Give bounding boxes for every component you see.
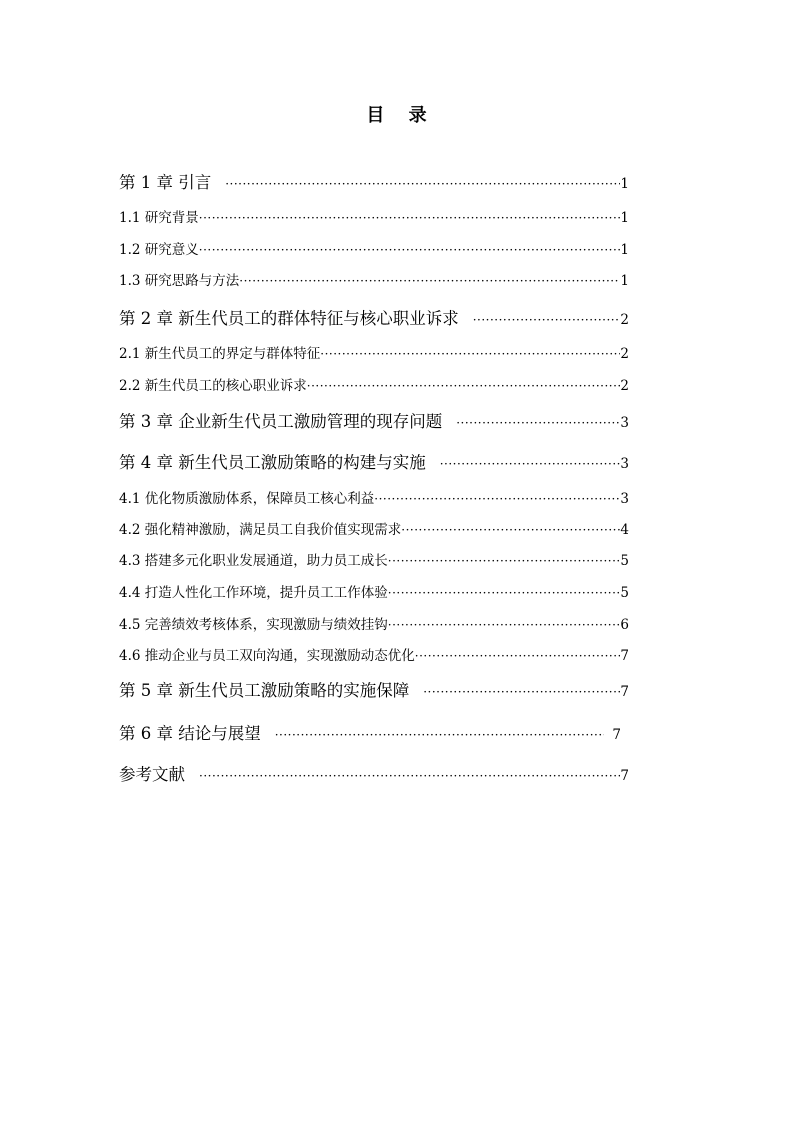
toc-entry-section-1-3[interactable] (119, 272, 629, 290)
dot-leader (388, 584, 620, 602)
toc-entry-page: 5 (620, 553, 629, 569)
toc-entry-label: 第 4 章 新生代员工激励策略的构建与实施 (119, 453, 426, 472)
dot-leader (199, 209, 620, 227)
toc-entry-section-4-6[interactable] (119, 647, 629, 665)
toc-entry-label: 1.3 研究思路与方法 (119, 273, 240, 289)
toc-entry-label: 第 6 章 结论与展望 (119, 724, 261, 743)
toc-entry-page: 7 (620, 684, 629, 700)
dot-leader (401, 521, 620, 539)
toc-entry-page: 1 (620, 210, 629, 226)
dot-leader (320, 345, 620, 363)
toc-entry-page: 6 (620, 617, 629, 633)
toc-entry-label: 1.2 研究意义 (119, 242, 199, 258)
toc-entry-chapter-4[interactable] (119, 452, 629, 475)
toc-entry-section-4-4[interactable] (119, 584, 629, 602)
toc-entry-section-4-1[interactable] (119, 490, 629, 508)
toc-title: 目 录 (366, 105, 427, 126)
toc-entry-chapter-2[interactable] (119, 308, 629, 331)
toc-entry-page: 2 (620, 312, 629, 328)
toc-entry-section-4-5[interactable] (119, 616, 629, 634)
dot-leader (374, 490, 620, 508)
toc-entry-section-2-2[interactable] (119, 377, 629, 395)
toc-entry-page: 1 (620, 176, 629, 192)
toc-entry-label: 4.4 打造人性化工作环境，提升员工工作体验 (119, 585, 388, 601)
toc-entry-section-4-2[interactable] (119, 521, 629, 539)
toc-entry-label: 4.3 搭建多元化职业发展通道，助力员工成长 (119, 553, 388, 569)
dot-leader (388, 552, 620, 570)
dot-leader (388, 616, 620, 634)
dot-leader (225, 173, 620, 195)
dot-leader (239, 272, 620, 290)
toc-entry-page: 2 (620, 346, 629, 362)
dot-leader (456, 412, 620, 434)
dot-leader (440, 453, 620, 475)
toc-entry-label: 第 1 章 引言 (119, 173, 212, 192)
toc-entry-page: 3 (620, 456, 629, 472)
toc-entry-label: 4.6 推动企业与员工双向沟通，实现激励动态优化 (119, 648, 415, 664)
toc-entry-label: 2.2 新生代员工的核心职业诉求 (119, 378, 307, 394)
dot-leader (199, 765, 620, 787)
toc-entry-page: 3 (620, 491, 629, 507)
dot-leader (275, 724, 604, 746)
toc-entry-label: 第 5 章 新生代员工激励策略的实施保障 (119, 681, 410, 700)
dot-leader (415, 647, 620, 665)
dot-leader (473, 309, 620, 331)
toc-entry-references[interactable] (119, 764, 629, 787)
dot-leader (199, 241, 620, 259)
toc-entry-section-2-1[interactable] (119, 345, 629, 363)
toc-entry-label: 第 3 章 企业新生代员工激励管理的现存问题 (119, 412, 443, 431)
toc-entry-label: 第 2 章 新生代员工的群体特征与核心职业诉求 (119, 309, 459, 328)
toc-entry-page: 4 (620, 522, 629, 538)
toc-entry-label: 1.1 研究背景 (119, 210, 199, 226)
toc-entry-label: 4.2 强化精神激励，满足员工自我价值实现需求 (119, 522, 402, 538)
toc-entry-label: 4.5 完善绩效考核体系，实现激励与绩效挂钩 (119, 617, 388, 633)
toc-entry-label: 4.1 优化物质激励体系，保障员工核心利益 (119, 491, 375, 507)
toc-entry-page: 2 (620, 378, 629, 394)
toc-entry-label: 参考文献 (119, 765, 185, 784)
toc-entry-section-1-2[interactable] (119, 241, 629, 259)
toc-entry-page: 1 (620, 242, 629, 258)
toc-entry-section-4-3[interactable] (119, 552, 629, 570)
toc-entry-section-1-1[interactable] (119, 209, 629, 227)
toc-entry-page: 1 (620, 273, 629, 289)
toc-entry-page: 7 (612, 727, 621, 743)
dot-leader (307, 377, 620, 395)
toc-entry-chapter-1[interactable] (119, 172, 629, 195)
toc-entry-chapter-3[interactable] (119, 411, 629, 434)
toc-entry-page: 7 (620, 768, 629, 784)
toc-entry-chapter-5[interactable] (119, 680, 629, 703)
toc-entry-page: 5 (620, 585, 629, 601)
toc-entry-page: 3 (620, 415, 629, 431)
dot-leader (423, 681, 620, 703)
toc-entry-page: 7 (620, 648, 629, 664)
toc-entry-label: 2.1 新生代员工的界定与群体特征 (119, 346, 321, 362)
toc-entry-chapter-6[interactable] (119, 723, 621, 746)
